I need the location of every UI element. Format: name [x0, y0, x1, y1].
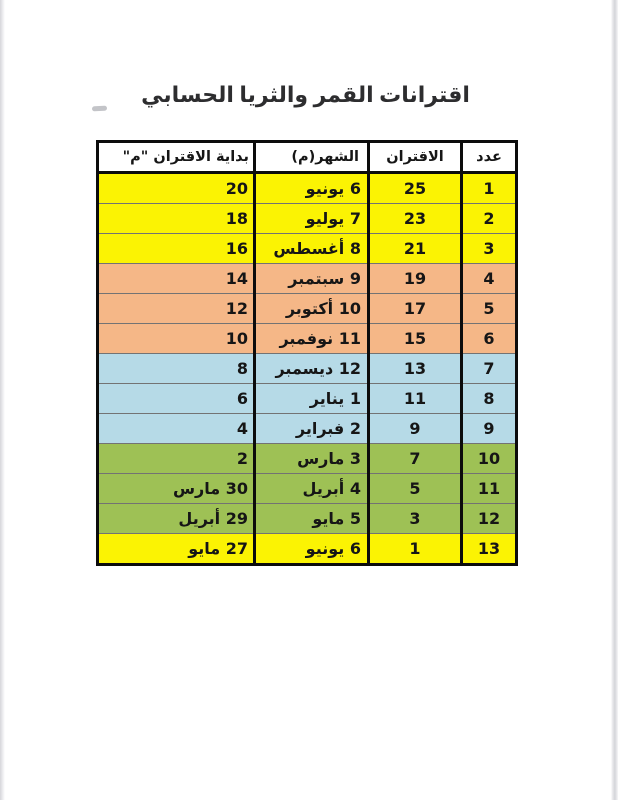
- cell-number: 2: [462, 204, 517, 234]
- table-row: [98, 444, 517, 474]
- cell-month: 3 مارس: [255, 444, 369, 474]
- cell-conjunction-start: 10: [98, 324, 255, 354]
- table-row: [98, 204, 517, 234]
- cell-month: 6 يونيو: [255, 534, 369, 565]
- cell-month: 7 يوليو: [255, 204, 369, 234]
- header-number: عدد: [462, 142, 517, 173]
- cell-conjunction-start: 8: [98, 354, 255, 384]
- table-row: [98, 504, 517, 534]
- table-row: [98, 324, 517, 354]
- cell-number: 3: [462, 234, 517, 264]
- cell-conjunction-start: 2: [98, 444, 255, 474]
- header-month: الشهر(م): [255, 142, 369, 173]
- cell-conjunction: 13: [369, 354, 462, 384]
- cell-number: 7: [462, 354, 517, 384]
- cell-month: 12 ديسمبر: [255, 354, 369, 384]
- cell-month: 10 أكتوبر: [255, 294, 369, 324]
- cell-month: 11 نوفمبر: [255, 324, 369, 354]
- cell-month: 6 يونيو: [255, 173, 369, 204]
- cell-conjunction-start: 30 مارس: [98, 474, 255, 504]
- table-row: [98, 264, 517, 294]
- cell-conjunction-start: 12: [98, 294, 255, 324]
- table-row: [98, 414, 517, 444]
- cell-conjunction-start: 20: [98, 173, 255, 204]
- table-row: [98, 354, 517, 384]
- table-row: [98, 294, 517, 324]
- cell-conjunction: 23: [369, 204, 462, 234]
- table-row: [98, 173, 517, 204]
- table-row: [98, 534, 517, 565]
- table-row: [98, 474, 517, 504]
- cell-conjunction-start: 14: [98, 264, 255, 294]
- cell-month: 9 سبتمبر: [255, 264, 369, 294]
- cell-conjunction-start: 16: [98, 234, 255, 264]
- cell-number: 12: [462, 504, 517, 534]
- cell-number: 5: [462, 294, 517, 324]
- conjunction-table: [96, 140, 518, 566]
- cell-conjunction: 3: [369, 504, 462, 534]
- cell-conjunction: 15: [369, 324, 462, 354]
- cell-conjunction: 7: [369, 444, 462, 474]
- header-row: [98, 142, 517, 173]
- cell-conjunction-start: 27 مايو: [98, 534, 255, 565]
- cell-conjunction: 25: [369, 173, 462, 204]
- table-body: [98, 173, 517, 565]
- cell-number: 8: [462, 384, 517, 414]
- cell-conjunction-start: 4: [98, 414, 255, 444]
- cell-conjunction: 9: [369, 414, 462, 444]
- page-title: اقترانات القمر والثريا الحسابي: [141, 82, 470, 107]
- cell-conjunction: 5: [369, 474, 462, 504]
- cell-month: 1 يناير: [255, 384, 369, 414]
- cell-conjunction: 17: [369, 294, 462, 324]
- cell-conjunction-start: 29 أبريل: [98, 504, 255, 534]
- cell-number: 11: [462, 474, 517, 504]
- cell-conjunction-start: 18: [98, 204, 255, 234]
- cell-number: 13: [462, 534, 517, 565]
- cell-month: 5 مايو: [255, 504, 369, 534]
- cell-conjunction-start: 6: [98, 384, 255, 414]
- header-conjunction: الاقتران: [369, 142, 462, 173]
- page-left-edge-shadow: [0, 0, 5, 800]
- table-header: [98, 142, 517, 173]
- cell-month: 8 أغسطس: [255, 234, 369, 264]
- cell-number: 9: [462, 414, 517, 444]
- cell-conjunction: 19: [369, 264, 462, 294]
- cell-month: 4 أبريل: [255, 474, 369, 504]
- cell-conjunction: 1: [369, 534, 462, 565]
- cell-number: 4: [462, 264, 517, 294]
- cell-conjunction: 11: [369, 384, 462, 414]
- cell-number: 1: [462, 173, 517, 204]
- cell-number: 10: [462, 444, 517, 474]
- cell-number: 6: [462, 324, 517, 354]
- table-row: [98, 384, 517, 414]
- page-right-edge-shadow: [611, 0, 618, 800]
- cell-conjunction: 21: [369, 234, 462, 264]
- header-conjunction-start: بداية الاقتران "م": [98, 142, 255, 173]
- cell-month: 2 فبراير: [255, 414, 369, 444]
- table-row: [98, 234, 517, 264]
